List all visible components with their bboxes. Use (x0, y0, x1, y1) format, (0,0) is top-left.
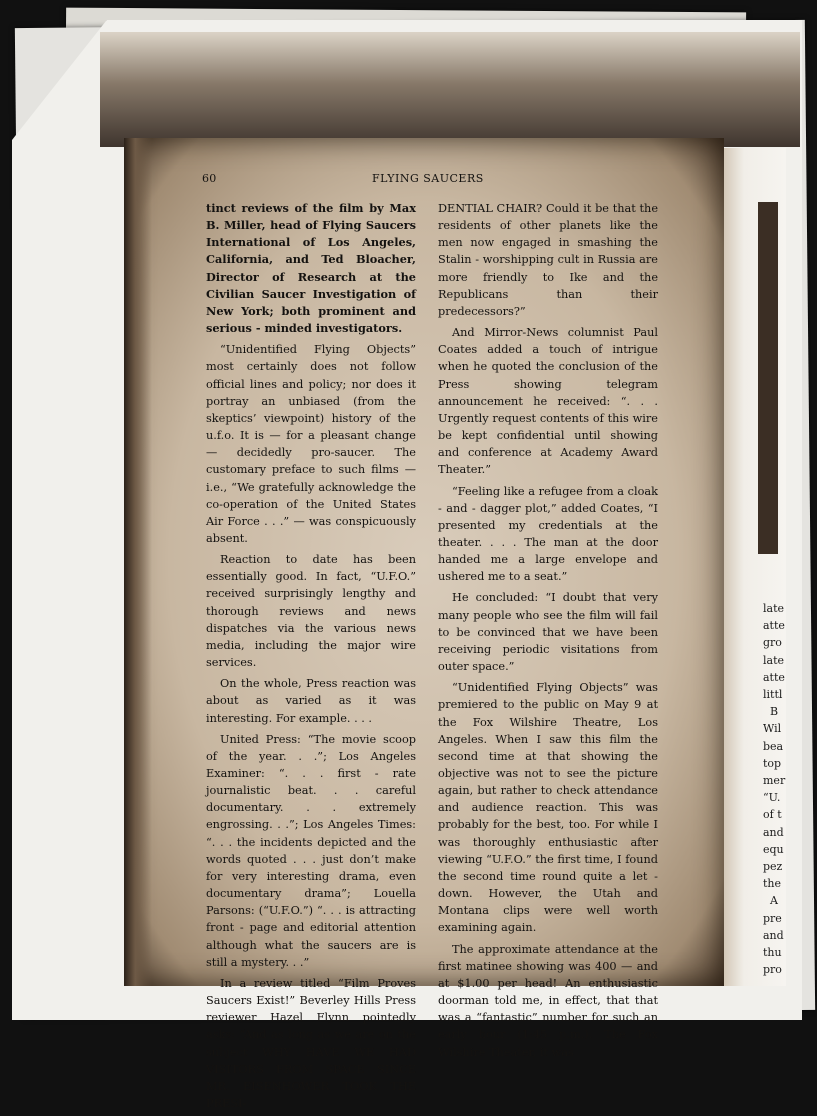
adjacent-page-text-fragment: late atte gro late atte littl B Wil bea top mer “U. of t and equ pez the A pre and thu pro (763, 602, 786, 977)
paragraph: He concluded: “I doubt that very many people who see the film will fail to be convinced that we have been receiving periodic visitations from outer space.” (438, 591, 658, 674)
right-column (438, 200, 658, 1065)
paragraph: United Press: “The movie scoop of the year. . .”; Los Angeles Examiner: “. . . first - rate journalistic beat. . . careful documentary. . . extremely engrossing. . .”; Los Angeles Times: “. . . the incidents depicted and the words quoted . . . just don’t make for very interesting drama, even documentary drama”; Louella Parsons: (“U.F.O.”) “. . . is attracting front - page and editorial attention although what the saucers are is still a mystery. . .” (206, 732, 416, 969)
adjacent-page-dark-band (758, 202, 778, 554)
paragraph: “Feeling like a refugee from a cloak - and - dagger plot,” added Coates, “I presented my credentials at the theater. . . . The man at the door handed me a large envelope and ushered me to a seat.” (438, 484, 658, 584)
page-header (202, 172, 492, 188)
book-page (124, 138, 724, 1110)
paragraph: On the whole, Press reaction was about as varied as it was interesting. For example. . . . (206, 677, 416, 725)
paragraph: “Unidentified Flying Objects” was premiered to the public on May 9 at the Fox Wilshire Theatre, Los Angeles. When I saw this film the second time at that showing the objective was not to see the picture again, but rather to check attendance and audience reaction. This was probably for the best, too. For while I was thoroughly enthusiastic after viewing “U.F.O.” the first time, I found the second time round quite a let - down. However, the Utah and Montana clips were well worth examining again. (438, 681, 658, 935)
paragraph: The approximate attendance at the first matinee showing was 400 — and at $1.00 per head! An enthusiastic doorman told me, in effect, that that was a “fantastic” number for such an early hour (1:45 p.m.). The Fox Wilshire Theater, it was (438, 942, 658, 1059)
adjacent-page (716, 148, 786, 986)
copier-shadow (100, 32, 800, 147)
paragraph: DENTIAL CHAIR? Could it be that the residents of other planets like the men now engaged in smashing the Stalin - worshipping cult in Russia are more friendly to Ike and the Republicans than their predecessors?” (438, 202, 658, 318)
paragraph: “Unidentified Flying Objects” most certainly does not follow official lines and policy; nor does it portray an unbiased (from the skeptics’ viewpoint) history of the u.f.o. It is — for a pleasant change — decidedly pro-saucer. The customary preface to such films —i.e., “We gratefully acknowledge the co-operation of the United States Air Force . . .” — was conspicuously absent. (206, 343, 416, 545)
left-column (206, 200, 416, 1116)
paragraph: Reaction to date has been essentially good. In fact, “U.F.O.” received surprisingly lengthy and thorough reviews and news dispatches via the various news media, including the major wire services. (206, 553, 416, 670)
page-gutter-shadow (124, 138, 152, 986)
page-number: 60 (202, 172, 217, 185)
running-title: FLYING SAUCERS (372, 172, 484, 185)
paragraph: And Mirror-News columnist Paul Coates added a touch of intrigue when he quoted the conclusion of the Press showing telegram announcement he received: “. . . Urgently request contents of this wire be kept confidential until showing and conference at Academy Award Theater.” (438, 326, 658, 477)
paragraph: In a review titled “Film Proves Saucers Exist!” Beverley Hills Press reviewer Hazel Flynn pointedly asks: “And as long as we are on the subject WHY HAVE WE HAD VISITORS FROM SPACE SINCE MR. EISENHOWER TOOK THE PRESI- (206, 976, 416, 1110)
paragraph: tinct reviews of the film by Max B. Miller, head of Flying Saucers International of Los Angeles, California, and Ted Bloacher, Director of Research at the Civilian Saucer Investigation of New York; both prominent and serious - minded investigators. (206, 201, 416, 336)
